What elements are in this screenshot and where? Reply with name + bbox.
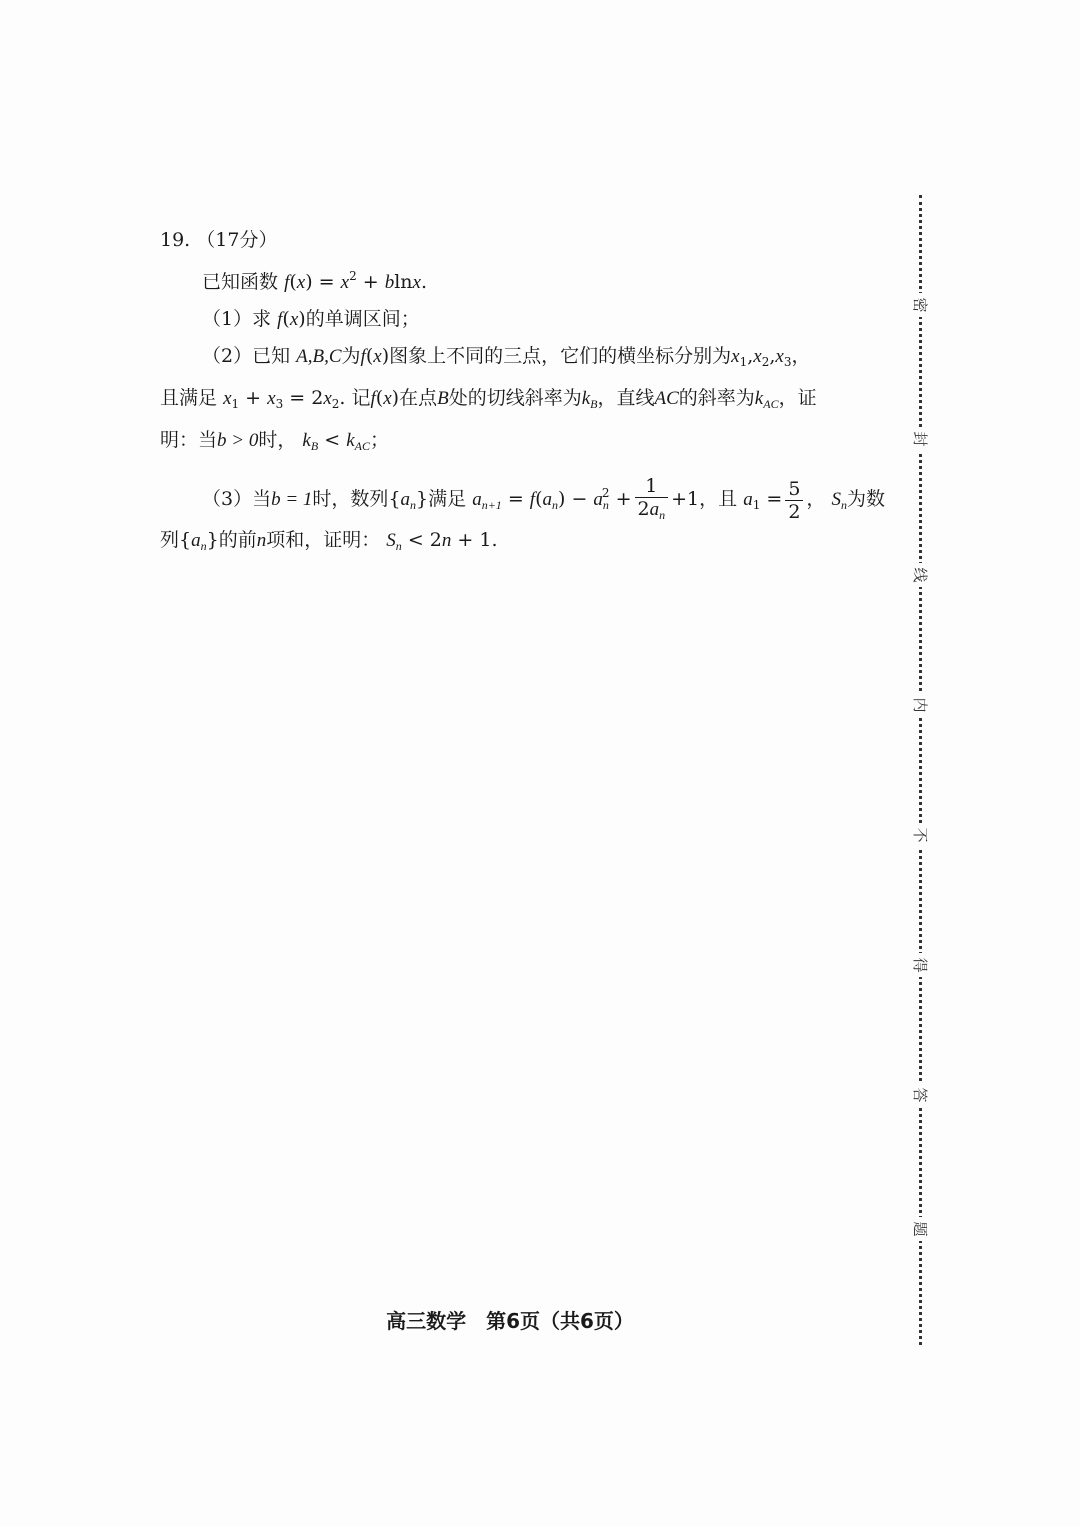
problem-number: 19. [160, 229, 191, 251]
dotted-line [919, 195, 922, 1345]
part2-line2-text5: 的斜率为 [678, 387, 755, 409]
var-n: n [256, 530, 267, 551]
part3-text1: 时，数列 [312, 488, 389, 510]
part2-line2-text4: ，直线 [597, 387, 655, 409]
part2-text2: 图象上不同的三点，它们的横坐标分别为 [389, 345, 732, 367]
part3-line2-prefix: 列 [160, 529, 180, 551]
seal-char-6: 得 [908, 953, 932, 977]
part-2-line1: （2）已知 A,B,C为f(x)图象上不同的三点，它们的横坐标分别为$x_1,x_2,x_3$， [202, 345, 811, 369]
part3-text3: ，且 [699, 488, 738, 510]
part-2-line2: 且满足 $x_1 + x_3 = 2x_2$. 记f(x)在点B处的切线斜率为$k_B$，直线AC的斜率为$k_{AC}$，证 [160, 387, 817, 411]
part3-text5: 为数 [846, 488, 885, 510]
seal-char-8: 题 [908, 1217, 932, 1241]
part2-line3-prefix: 明：当 [160, 429, 218, 451]
seal-char-2: 封 [908, 427, 932, 451]
point-b: B [437, 388, 449, 409]
seal-char-5: 不 [908, 823, 932, 847]
part-3-line1: （3）当b = 1时，数列$\{a_n\}$满足 $a_{n+1} = f(a_n) - a_n^2$ + $\frac{1}{2a_n}$ +1，且 $a_1$ = $\frac{5}{2}$ ， $S_n$为数 [160, 464, 890, 522]
formula-fx: f [284, 272, 290, 293]
problem-stem: 已知函数 $f(x) = x^2 + blnx$. [202, 269, 428, 293]
problem-19 [160, 222, 890, 564]
part2-line3-text: 时， [258, 429, 297, 451]
part1-prefix: （1）求 [202, 308, 272, 330]
line-ac: AC [654, 388, 679, 409]
part-3-line2: 列$\{a_n\}$的前n项和，证明： $S_n < 2n + 1$. [160, 529, 498, 553]
part3-text4: ， [806, 488, 826, 510]
part3-line2-text1: 的前 [218, 529, 257, 551]
page-footer: 高三数学 第6页（共6页） [386, 1309, 634, 1333]
part1-suffix: 的单调区间； [305, 308, 420, 330]
part2-prefix: （2）已知 [202, 345, 291, 367]
part2-line2-text2: 在点 [399, 387, 438, 409]
part2-line2-text6: ，证 [778, 387, 817, 409]
problem-points: （17分） [196, 229, 278, 251]
seal-char-1: 密 [908, 293, 932, 317]
part2-line2-text3: 处的切线斜率为 [448, 387, 582, 409]
condition-b-positive: b > 0 [217, 430, 259, 451]
part3-line2-text2: 项和，证明： [266, 529, 381, 551]
seal-char-3: 线 [908, 563, 932, 587]
points-abc: A,B,C [296, 346, 342, 367]
fraction-5-over-2: $\frac{5}{2}$ [785, 478, 803, 523]
stem-text: 已知函数 [202, 271, 279, 293]
part-2-line3: 明：当b > 0时， $k_B < k_{AC}$； [160, 429, 389, 453]
part3-text2: 满足 [428, 488, 467, 510]
part-1: （1）求 f(x)的单调区间； [202, 308, 420, 330]
seal-line [905, 195, 935, 1345]
part2-text1: 为 [341, 345, 361, 367]
part3-prefix: （3）当 [202, 488, 272, 510]
part2-line2-text1: 记 [351, 387, 371, 409]
seal-char-7: 答 [908, 1083, 932, 1107]
seal-char-4: 内 [908, 693, 932, 717]
part2-line2-prefix: 且满足 [160, 387, 218, 409]
fraction-1-over-2an: $\frac{1}{2a_n}$ [635, 475, 669, 526]
problem-header [160, 222, 890, 258]
condition-b-one: b = 1 [271, 489, 313, 510]
